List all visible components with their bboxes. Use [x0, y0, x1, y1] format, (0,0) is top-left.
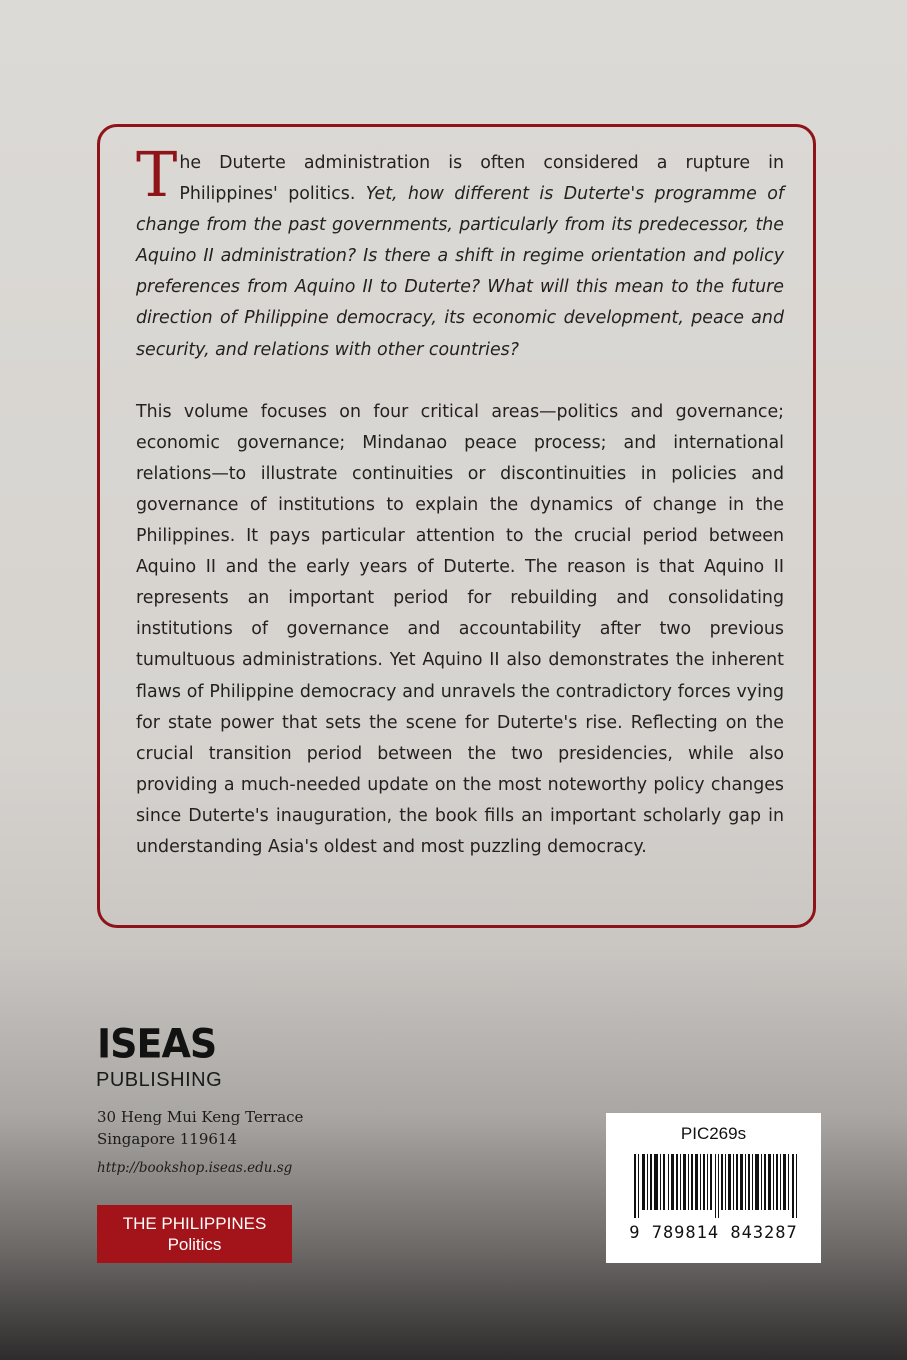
category-line-2: Politics [167, 1235, 222, 1254]
publisher-logo-subtitle: PUBLISHING [96, 1069, 223, 1091]
barcode-icon [632, 1154, 802, 1218]
barcode-panel [606, 1113, 821, 1263]
blurb-questions: Yet, how different is Duterte's programme of change from the past governments, particularly from its predecessor, the Aquino II administration? Is there a shift in regime orientation and policy preferences from Aquino II to Duterte? What will this mean to the future direction of Philippine democracy, its economic development, peace and security, and relations with other countries? [136, 184, 784, 360]
category-line-1: THE PHILIPPINES [122, 1214, 267, 1233]
blurb-paragraph-1 [136, 138, 784, 366]
address-line-1: 30 Heng Mui Keng Terrace [97, 1108, 304, 1126]
isbn-number: 9 789814 843287 [629, 1223, 798, 1243]
blurb-lead: he Duterte administration is often considered a rupture in Philippines' politics. [179, 153, 784, 205]
publisher-address [97, 1106, 303, 1150]
publisher-url[interactable]: http://bookshop.iseas.edu.sg [97, 1160, 293, 1176]
address-line-2: Singapore 119614 [97, 1130, 237, 1148]
publisher-logo: ISEAS [97, 1020, 217, 1068]
blurb-text [136, 138, 784, 863]
blurb-paragraph-2: This volume focuses on four critical areas—politics and governance; economic governance; Mindanao peace process; and international relations—to illustrate continuities or discontinuities in policies and governance of institutions to explain the dynamics of change in the Philippines. It pays particular attention to the crucial period between Aquino II and the early years of Duterte. The reason is that Aquino II represents an important period for rebuilding and consolidating institutions of governance and accountability after two previous tumultuous administrations. Yet Aquino II also demonstrates the inherent flaws of Philippine democracy and unravels the contradictory forces vying for state power that sets the scene for Duterte's rise. Reflecting on the crucial transition period between the two presidencies, while also providing a much-needed update on the most noteworthy policy changes since Duterte's inauguration, the book fills an important scholarly gap in understanding Asia's oldest and most puzzling democracy. [136, 401, 784, 857]
category-badge [97, 1205, 292, 1263]
drop-cap: T [136, 138, 178, 211]
product-code: PIC269s [680, 1124, 747, 1143]
